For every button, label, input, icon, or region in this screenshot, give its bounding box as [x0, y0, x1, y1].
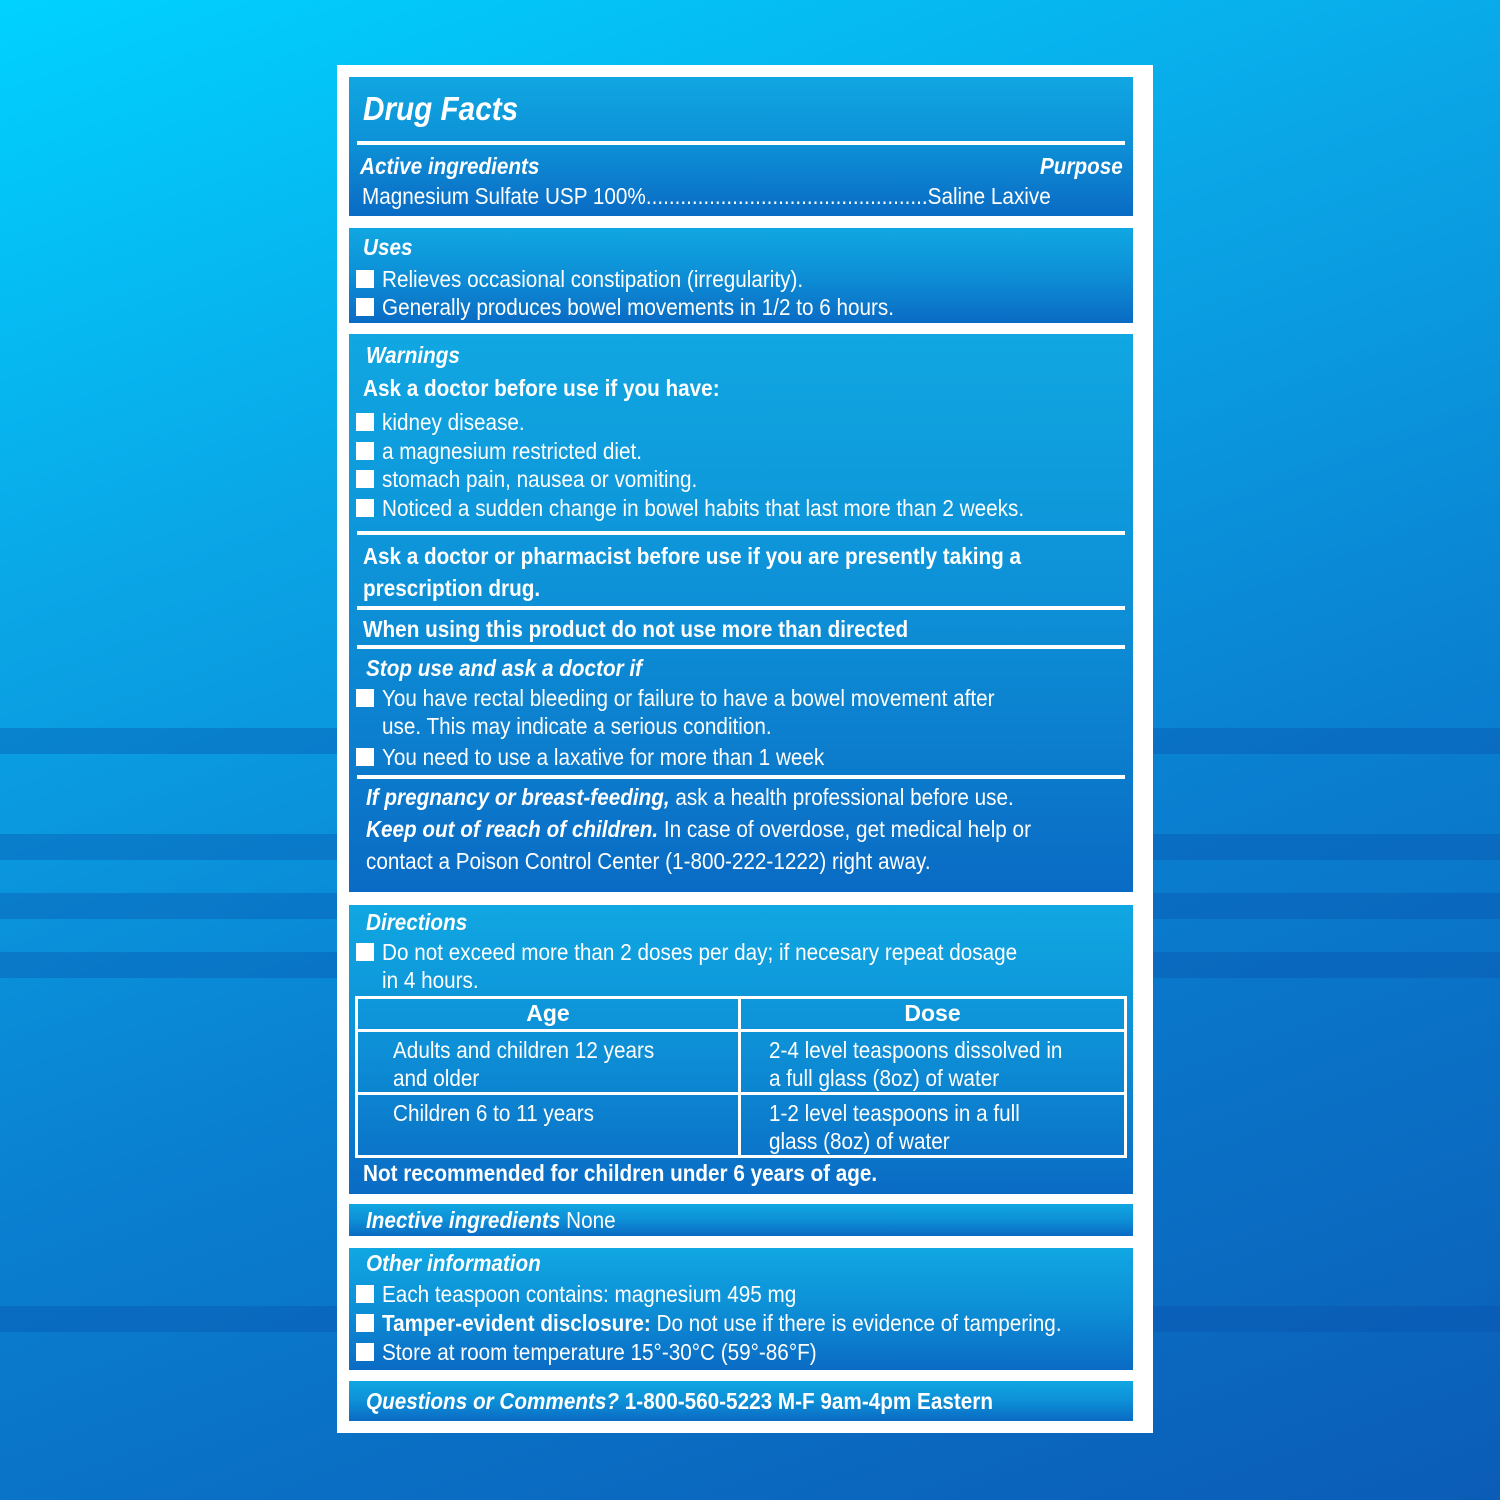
age-cell [357, 1094, 740, 1157]
warning-item: Noticed a sudden change in bowel habits that last more than 2 weeks. [382, 495, 1025, 521]
pregnancy-bold: If pregnancy or breast-feeding, [366, 784, 670, 810]
divider [357, 645, 1125, 649]
warnings-section [349, 334, 1133, 892]
dosage-table-header [357, 998, 1126, 1031]
active-ingredients-heading: Active ingredients [360, 153, 540, 179]
bullet-square-icon [356, 470, 374, 488]
directions-heading: Directions [366, 909, 468, 935]
directions-item: in 4 hours. [382, 967, 479, 993]
other-information-section [349, 1248, 1133, 1370]
stop-use-item: You need to use a laxative for more than 1 week [382, 744, 825, 770]
ask-pharmacist-text: Ask a doctor or pharmacist before use if you are presently taking a [363, 543, 1022, 569]
dose-column-header [740, 998, 1126, 1031]
other-info-item: Store at room temperature 15°-30°C (59°-86°F) [382, 1339, 817, 1365]
directions-section [349, 905, 1133, 1194]
warnings-heading: Warnings [366, 342, 460, 368]
bullet-square-icon [356, 1285, 374, 1303]
stop-use-heading: Stop use and ask a doctor if [366, 655, 643, 681]
other-info-item: Each teaspoon contains: magnesium 495 mg [382, 1281, 797, 1307]
drug-facts-panel [337, 65, 1153, 1433]
ask-pharmacist-text: prescription drug. [363, 575, 541, 601]
uses-item: Generally produces bowel movements in 1/2 to 6 hours. [382, 294, 895, 320]
inactive-ingredients-text [366, 1206, 616, 1234]
dose-cell-line: 1-2 level teaspoons in a full [769, 1100, 1020, 1126]
bullet-square-icon [356, 413, 374, 431]
bullet-square-icon [356, 748, 374, 766]
age-restriction-note: Not recommended for children under 6 years of age. [363, 1160, 878, 1186]
dose-cell-line: glass (8oz) of water [769, 1128, 950, 1154]
bullet-square-icon [356, 298, 374, 316]
dose-cell [740, 1031, 1126, 1094]
dose-cell-line: a full glass (8oz) of water [769, 1065, 1000, 1091]
stop-use-item: You have rectal bleeding or failure to have a bowel movement after [382, 685, 995, 711]
directions-item: Do not exceed more than 2 doses per day; if necesary repeat dosage [382, 939, 1018, 965]
divider [357, 531, 1125, 535]
age-cell-line: Adults and children 12 years [393, 1037, 655, 1063]
bullet-square-icon [356, 1343, 374, 1361]
tamper-evident-rest: Do not use if there is evidence of tampering. [650, 1310, 1062, 1336]
other-information-heading: Other information [366, 1250, 541, 1276]
divider [357, 141, 1125, 145]
bullet-square-icon [356, 270, 374, 288]
dosage-table [355, 996, 1127, 1158]
table-row [357, 1094, 1126, 1157]
pregnancy-rest: ask a health professional before use. [669, 784, 1014, 810]
keep-out-bold: Keep out of reach of children. [366, 816, 659, 842]
bullet-square-icon [356, 1314, 374, 1332]
poison-control-text: contact a Poison Control Center (1-800-222-1222) right away. [366, 848, 931, 874]
warning-item: a magnesium restricted diet. [382, 438, 643, 464]
questions-text [366, 1387, 993, 1415]
dose-header-label: Dose [904, 1000, 961, 1026]
divider [357, 606, 1125, 610]
page-title: Drug Facts [363, 90, 519, 127]
warning-item: kidney disease. [382, 409, 525, 435]
age-header-label: Age [526, 1000, 570, 1026]
dose-cell [740, 1094, 1126, 1157]
uses-heading: Uses [363, 234, 413, 260]
inactive-value: None [560, 1207, 616, 1233]
table-row [357, 1031, 1126, 1094]
age-cell [357, 1031, 740, 1094]
purpose-heading: Purpose [1040, 153, 1123, 179]
when-using-text: When using this product do not use more than directed [363, 616, 909, 642]
stop-use-item: use. This may indicate a serious condition. [382, 713, 772, 739]
warning-item: stomach pain, nausea or vomiting. [382, 466, 698, 492]
ask-doctor-heading: Ask a doctor before use if you have: [363, 375, 720, 401]
bullet-square-icon [356, 689, 374, 707]
questions-phone: 1-800-560-5223 M-F 9am-4pm Eastern [619, 1388, 993, 1414]
bullet-square-icon [356, 943, 374, 961]
tamper-evident-bold: Tamper-evident disclosure: [382, 1310, 651, 1336]
other-info-item [382, 1309, 1062, 1337]
age-cell-line: Children 6 to 11 years [393, 1100, 594, 1126]
bullet-square-icon [356, 442, 374, 460]
uses-section [349, 228, 1133, 323]
dose-cell-line: 2-4 level teaspoons dissolved in [769, 1037, 1063, 1063]
questions-section [349, 1381, 1133, 1421]
age-column-header [357, 998, 740, 1031]
active-ingredient-line: Magnesium Sulfate USP 100%.................................................Saline Laxive [362, 183, 1051, 209]
inactive-ingredients-section [349, 1204, 1133, 1236]
inactive-heading: Inective ingredients [366, 1207, 561, 1233]
pregnancy-text [366, 783, 1014, 811]
uses-item: Relieves occasional constipation (irregularity). [382, 266, 804, 292]
keep-out-rest: In case of overdose, get medical help or [658, 816, 1031, 842]
active-ingredients-section [349, 77, 1133, 216]
bullet-square-icon [356, 499, 374, 517]
divider [357, 775, 1125, 779]
questions-heading: Questions or Comments? [366, 1388, 620, 1414]
keep-out-text [366, 815, 1031, 843]
age-cell-line: and older [393, 1065, 480, 1091]
